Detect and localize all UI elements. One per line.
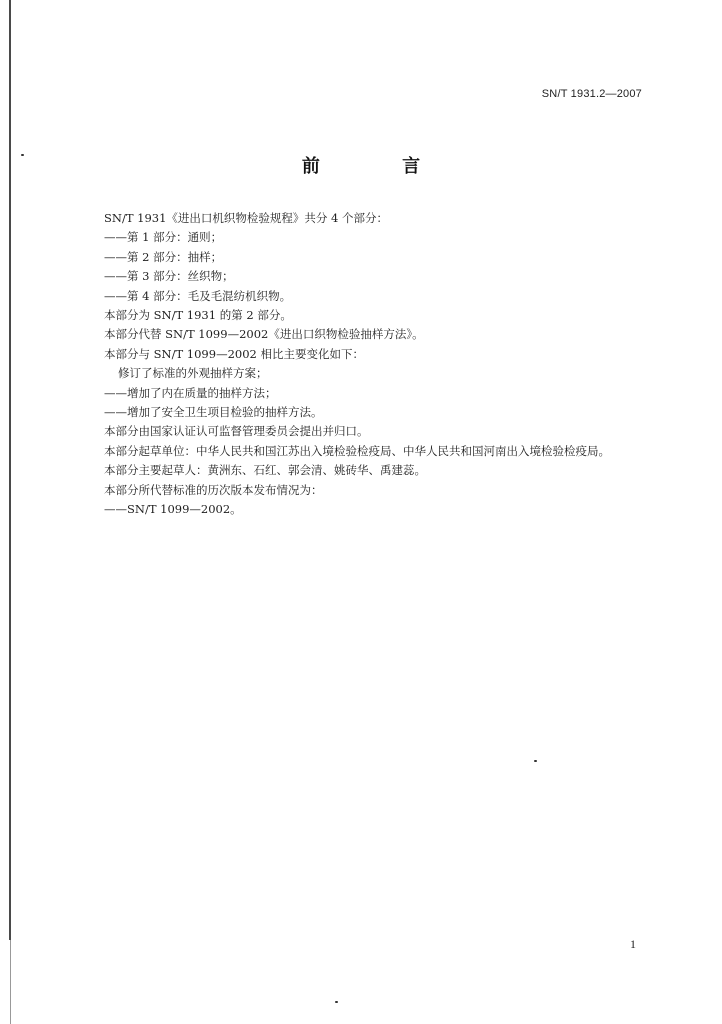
page-number: 1 [630,937,636,951]
change-item: 修订了标准的外观抽样方案； [118,366,268,381]
part-list-item: ——第 3 部分：丝织物； [104,269,234,284]
history-intro-line: 本部分所代替标准的历次版本发布情况为： [104,482,323,497]
part-list-item: ——第 1 部分：通则； [104,230,223,245]
intro-line: SN/T 1931《进出口机织物检验规程》共分 4 个部分： [104,211,389,225]
part-list-item: ——第 4 部分：毛及毛混纺机织物。 [104,288,292,303]
proposed-by-line: 本部分由国家认证认可监督管理委员会提出并归口。 [104,424,369,439]
history-item: ——SN/T 1099—2002。 [104,502,242,517]
change-item: ——增加了安全卫生项目检验的抽样方法。 [104,405,323,420]
scan-speck [534,760,537,762]
foreword-body [80,209,646,520]
document-code: SN/T 1931.2—2007 [541,88,642,100]
this-part-line: 本部分为 SN/T 1931 的第 2 部分。 [104,308,292,323]
part-list-item: ——第 2 部分：抽样； [104,249,223,264]
scan-edge-line-lower [10,940,11,1024]
changes-intro-line: 本部分与 SN/T 1099—2002 相比主要变化如下： [104,346,364,361]
drafting-units-paragraph: 本部分起草单位：中华人民共和国江苏出入境检验检疫局、中华人民共和国河南出入境检验检疫局。 [104,443,610,458]
page-title: 前 言 [301,156,459,177]
scan-speck [335,1001,338,1003]
change-item: ——增加了内在质量的抽样方法； [104,385,277,400]
scan-edge-line [9,0,11,940]
drafters-line: 本部分主要起草人：黄洲东、石红、郭会清、姚砖华、禹建蕊。 [104,463,426,478]
replaces-line: 本部分代替 SN/T 1099—2002《进出口织物检验抽样方法》。 [104,327,424,342]
